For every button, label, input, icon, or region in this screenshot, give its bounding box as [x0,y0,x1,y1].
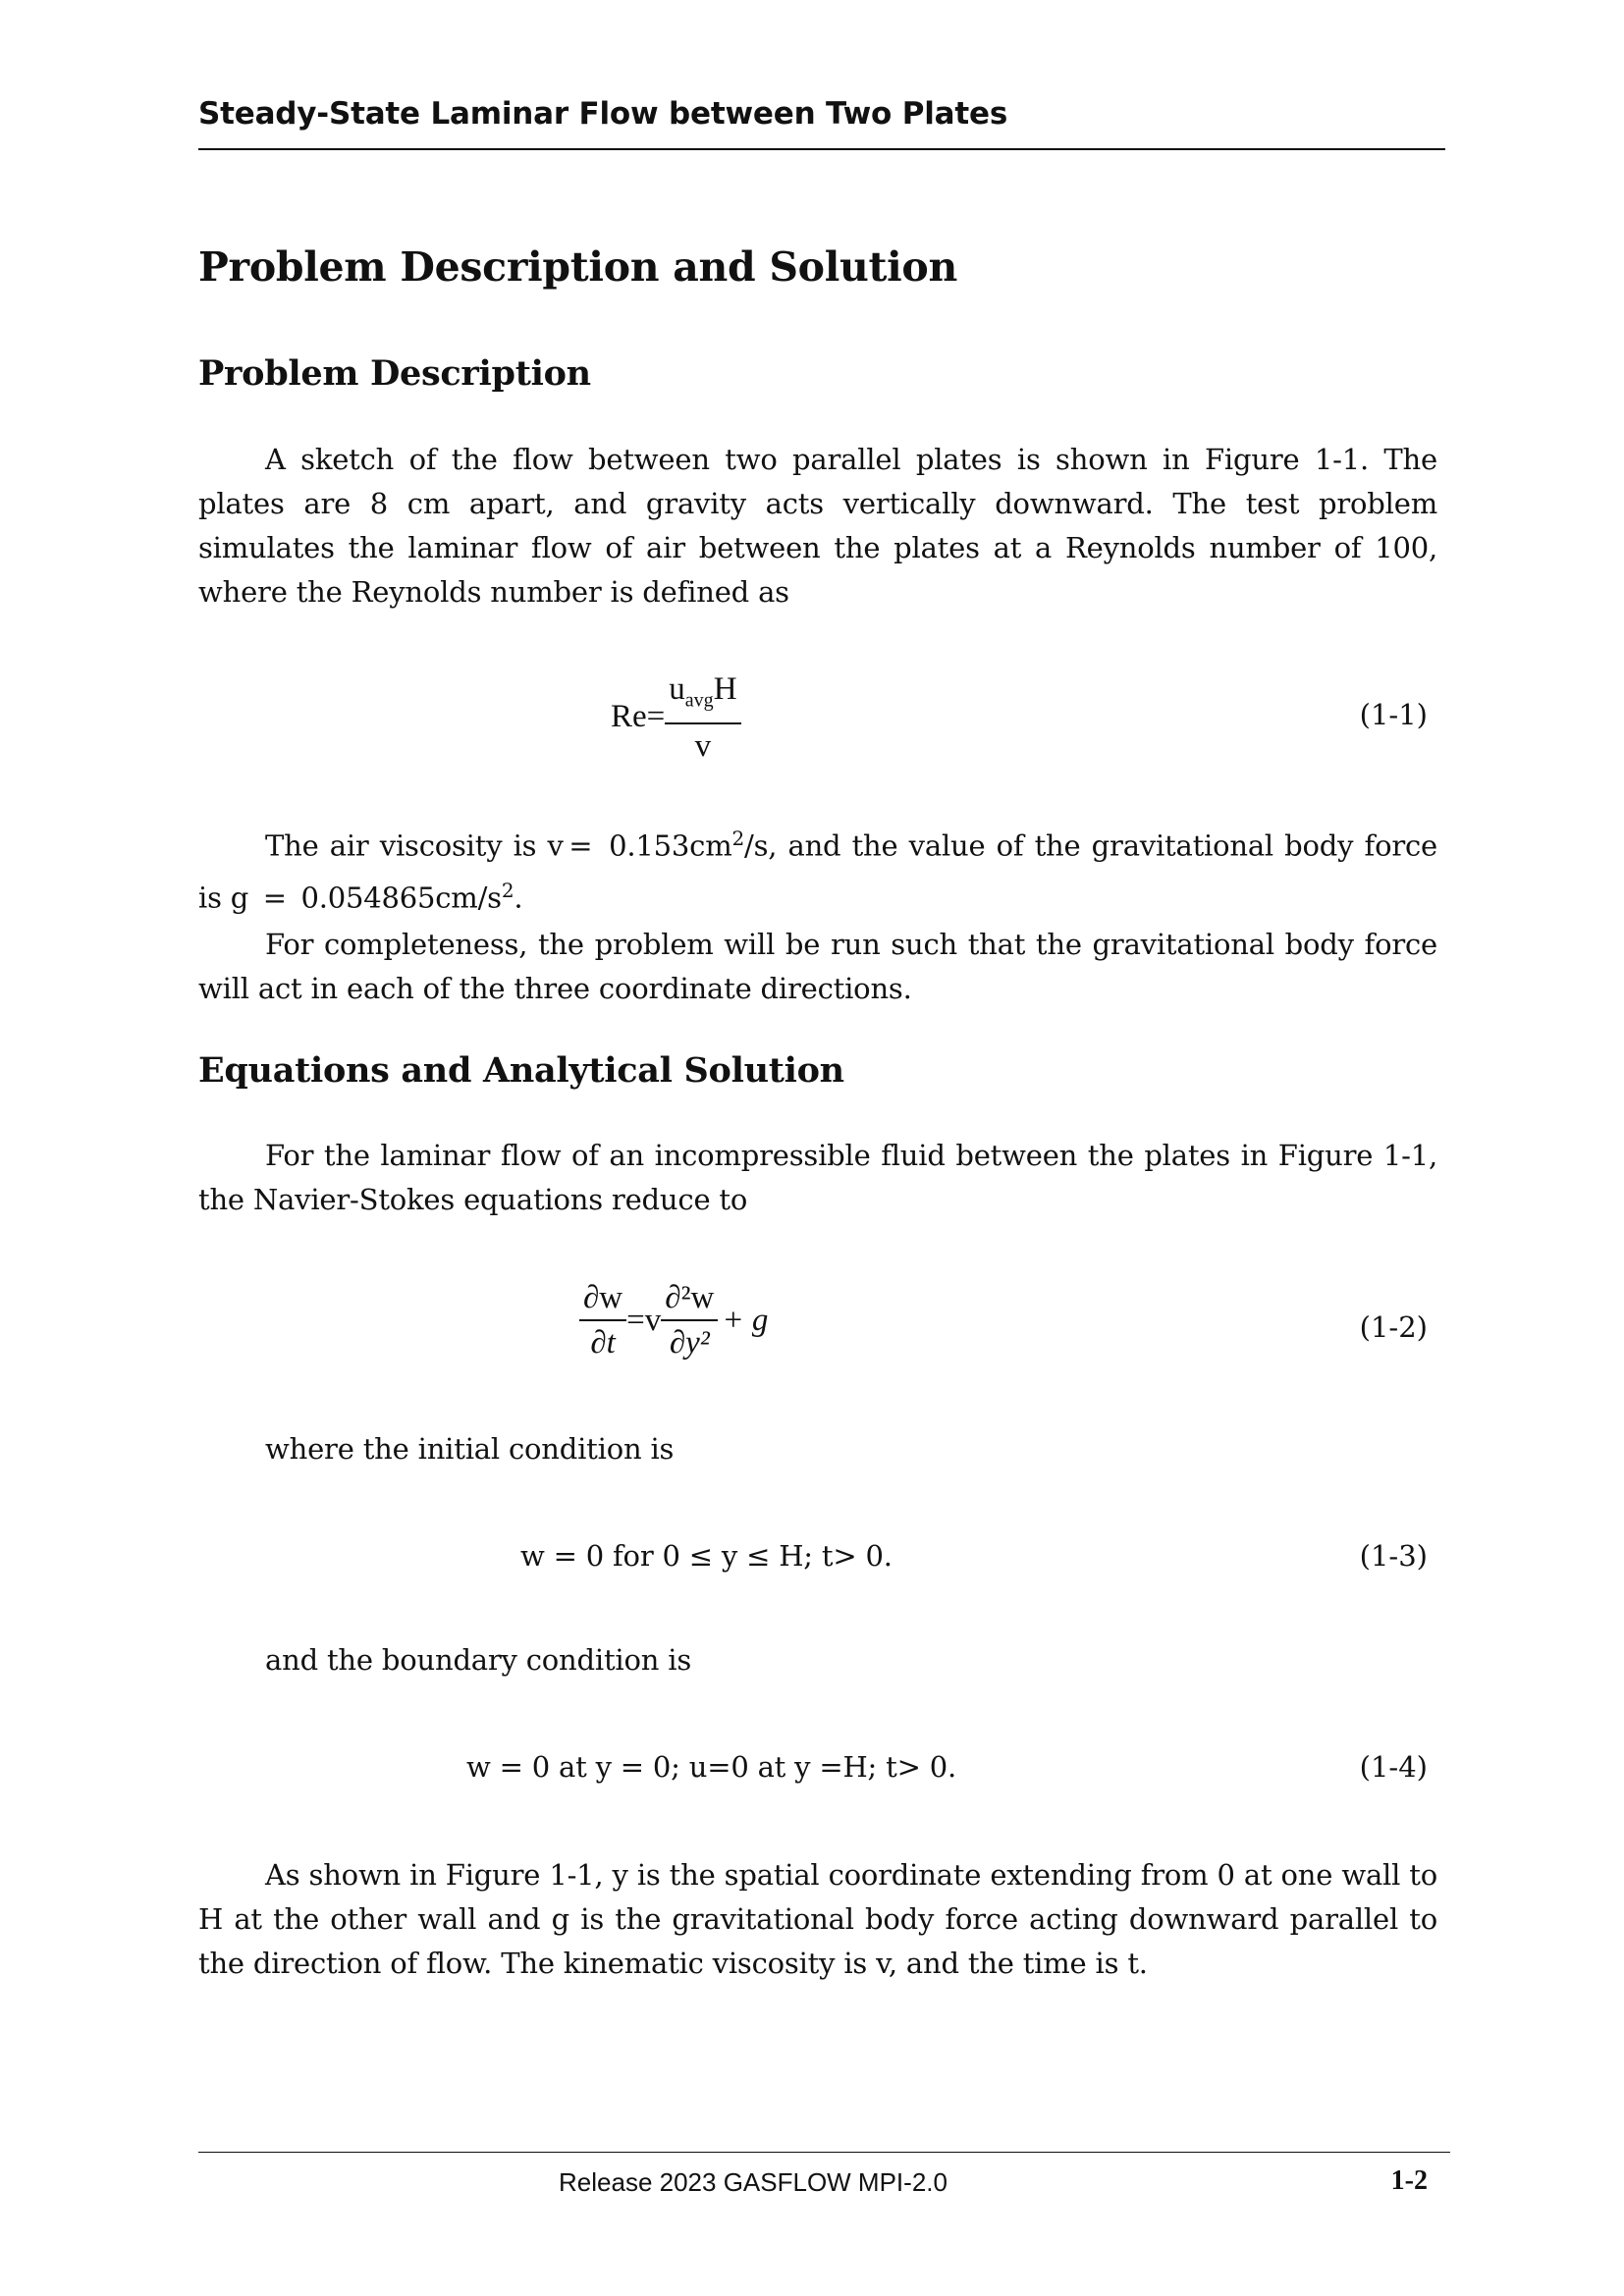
equation-number-1-2: (1-2) [1359,1310,1428,1344]
eq2-denominator-2: ∂y² [669,1325,710,1361]
problem-paragraph-2 [198,817,1437,920]
equation-number-1-3: (1-3) [1359,1539,1428,1573]
eq1-equals: = [646,699,666,735]
eq1-avg: avg [684,689,714,712]
equation-1-1 [611,669,741,766]
header-rule [198,148,1445,150]
eq1-denominator: v [694,727,712,764]
initial-condition-lead: where the initial condition is [265,1432,675,1466]
eq2-fraction-2 [661,1278,718,1362]
boundary-condition-lead: and the boundary condition is [265,1643,692,1677]
eq1-u: u [669,671,685,707]
eq2-equals: =v [626,1302,662,1338]
eq2-numerator-1: ∂w [579,1278,626,1321]
equations-paragraph-1: For the laminar flow of an incompressible fluid between the plates in Figure 1-1, the Navier-Stokes equations reduce to [198,1139,1437,1216]
page-number: 1-2 [1390,2165,1428,2196]
problem-paragraph-1: A sketch of the flow between two parallel plates is shown in Figure 1-1. The plates are 8 cm apart, and gravity acts vertically downward. The test problem simulates the laminar flow of air between the plates at a Reynolds number of 100, where the Reynolds number is defined as [198,443,1437,609]
equation-1-2 [579,1278,768,1362]
gravity-text: /s, and the value of the gravitational body force is g = 0.054865cm/s [198,828,1437,915]
eq2-fraction-1 [579,1278,626,1362]
eq1-numerator [665,669,740,724]
period: . [514,881,523,915]
problem-heading: Problem Description [198,353,591,394]
problem-paragraph-3: For completeness, the problem will be run such that the gravitational body force will act in each of the three coordinate directions. [198,928,1437,1005]
eq2-numerator-2: ∂²w [661,1278,718,1321]
eq1-h: H [713,671,737,707]
viscosity-text: The air viscosity is v = 0.153cm [265,828,732,863]
section-title: Problem Description and Solution [198,243,957,291]
eq2-gravity-term: + g [722,1302,769,1338]
equation-number-1-1: (1-1) [1359,698,1428,731]
equation-number-1-4: (1-4) [1359,1750,1428,1784]
viscosity-exponent: 2 [731,827,745,850]
footer-rule [198,2152,1450,2153]
equation-1-3: w = 0 for 0 ≤ y ≤ H; t> 0. [520,1539,893,1573]
eq1-lhs: Re [611,699,647,735]
equations-paragraph-final: As shown in Figure 1-1, y is the spatial coordinate extending from 0 at one wall to H at the other wall and g is the gravitational body force acting downward parallel to the direction of flow. The kinematic viscosity is v, and the time is t. [198,1858,1437,1980]
footer-release: Release 2023 GASFLOW MPI-2.0 [559,2167,947,2197]
gravity-exponent: 2 [501,878,514,902]
eq1-fraction [665,669,740,766]
equation-1-4: w = 0 at y = 0; u=0 at y =H; t> 0. [466,1750,956,1784]
running-header: Steady-State Laminar Flow between Two Plates [198,96,1008,132]
eq2-denominator-1: ∂t [590,1325,616,1361]
equations-heading: Equations and Analytical Solution [198,1050,844,1091]
